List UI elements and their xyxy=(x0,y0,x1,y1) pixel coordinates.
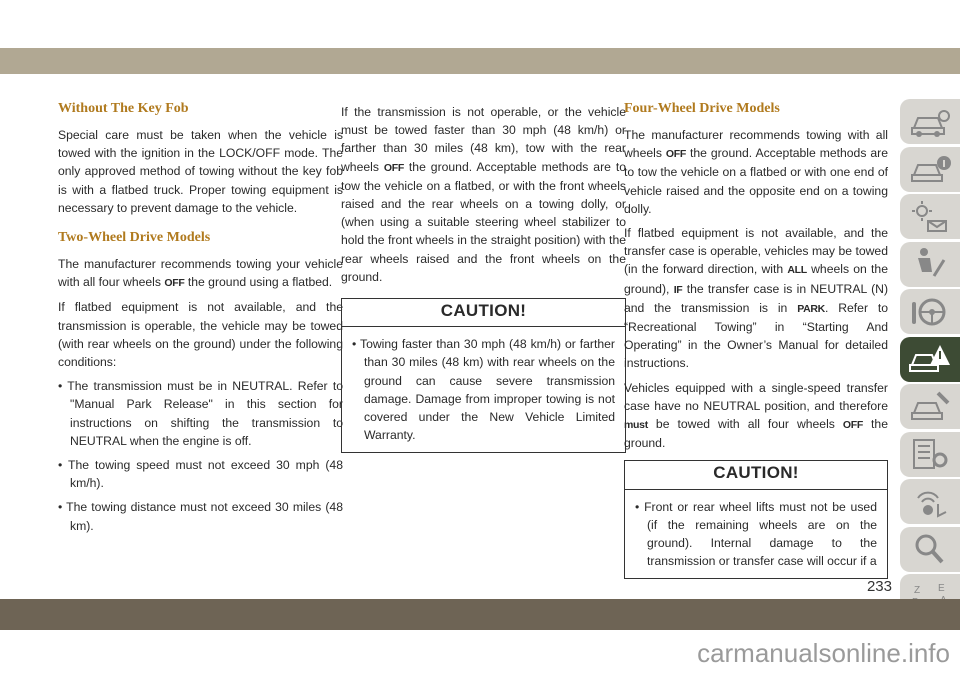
paragraph: Special care must be taken when the vehicle is towed with the ignition in the LOCK/OFF mode. The only approved method of towing without the key fob is with a flatbed truck. Proper towing equipment is necessary to prevent damage to the vehicle. xyxy=(58,128,343,215)
steering-wheel-icon xyxy=(908,294,952,330)
paragraph: Vehicles equipped with a single-speed transfer case have no NEUTRAL position, and therefore must be towed with all four wheels OFF the ground. xyxy=(624,380,888,451)
top-band xyxy=(0,48,960,74)
svg-text:E: E xyxy=(938,582,945,594)
bottom-band xyxy=(0,599,960,630)
paragraph: The manufacturer recommends towing your vehicle with all four wheels OFF the ground using a flatbed. xyxy=(58,257,343,290)
tab-car-info[interactable] xyxy=(900,147,960,192)
car-emergency-icon xyxy=(908,341,952,377)
list-item: • The transmission must be in NEUTRAL. Refer to "Manual Park Release" in this section for instructions on shifting the transmission to NEUTRAL when the engine is off. xyxy=(58,379,343,448)
list-item: • The towing distance must not exceed 30 miles (48 km). xyxy=(58,500,343,533)
car-dashboard-icon xyxy=(908,104,952,140)
caution-text: • Towing faster than 30 mph (48 km/h) or farther than 30 miles (48 km) with rear wheels on the ground can cause severe transmission damage. Damage from improper towing is not covered under the New Vehicle Limited Warranty. xyxy=(352,337,615,443)
tab-service[interactable] xyxy=(900,384,960,429)
specifications-icon xyxy=(908,436,952,472)
chapter-tabs xyxy=(900,99,960,622)
caution-box xyxy=(341,298,626,453)
tab-multimedia[interactable] xyxy=(900,479,960,524)
left-column xyxy=(58,100,343,541)
paragraph: If flatbed equipment is not available, and the transmission is operable, the vehicle may be towed (with rear wheels on the ground) under the following conditions: xyxy=(58,300,343,370)
paragraph: If the transmission is not operable, or the vehicle must be towed faster than 30 mph (48 km/h) or farther than 30 miles (48 km), tow with the rear wheels OFF the ground. Acceptable methods are to tow the vehicle on a flatbed, or with the front wheels raised and the rear wheels on a towing dolly, or (when using a suitable steering wheel stabilizer to hold the front wheels in the straight position) with the rear wheels raised and the front wheels on the ground. xyxy=(341,105,626,284)
heading-two-wheel-drive: Two-Wheel Drive Models xyxy=(58,230,211,246)
car-service-icon xyxy=(908,389,952,425)
heading-four-wheel-drive: Four-Wheel Drive Models xyxy=(624,101,780,116)
tab-search[interactable] xyxy=(900,527,960,572)
watermark: carmanualsonline.info xyxy=(697,638,950,668)
caution-title: CAUTION! xyxy=(625,461,887,489)
caution-text: • Front or rear wheel lifts must not be used (if the remaining wheels are on the ground). Internal damage to the transmission or transfer case will occur if a xyxy=(635,499,877,569)
tab-specifications[interactable] xyxy=(900,432,960,477)
right-column xyxy=(624,100,888,579)
paragraph: If flatbed equipment is not available, and the transfer case is operable, vehicles may be towed (in the forward direction, with ALL wheels on the ground), IF the transfer case is in NEUTRAL (N) and the transmission is in PARK. Refer to “Recreational Towing” in “Starting And Operating” in the Owner’s Manual for detailed instructions. xyxy=(624,226,889,371)
car-info-icon xyxy=(908,151,952,187)
warning-lights-icon xyxy=(908,199,952,235)
tab-safety[interactable] xyxy=(900,242,960,287)
tab-starting[interactable] xyxy=(900,289,960,334)
caution-title: CAUTION! xyxy=(342,299,625,327)
tab-warning-lights[interactable] xyxy=(900,194,960,239)
tab-car-dashboard[interactable] xyxy=(900,99,960,144)
caution-box xyxy=(624,460,888,579)
list-item: • The towing speed must not exceed 30 mph (48 km/h). xyxy=(58,458,343,491)
middle-column xyxy=(341,103,626,453)
svg-text:Z: Z xyxy=(914,584,921,596)
search-icon xyxy=(908,531,952,567)
safety-seat-icon xyxy=(908,246,952,282)
page-number: 233 xyxy=(866,578,892,595)
tab-emergency[interactable] xyxy=(900,337,960,382)
heading-without-key-fob: Without The Key Fob xyxy=(58,101,189,116)
multimedia-icon xyxy=(908,484,952,520)
paragraph: The manufacturer recommends towing with all wheels OFF the ground. Acceptable methods are to tow the vehicle on a flatbed or with one end of vehicle raised and the opposite end on a towing dolly. xyxy=(624,128,888,216)
